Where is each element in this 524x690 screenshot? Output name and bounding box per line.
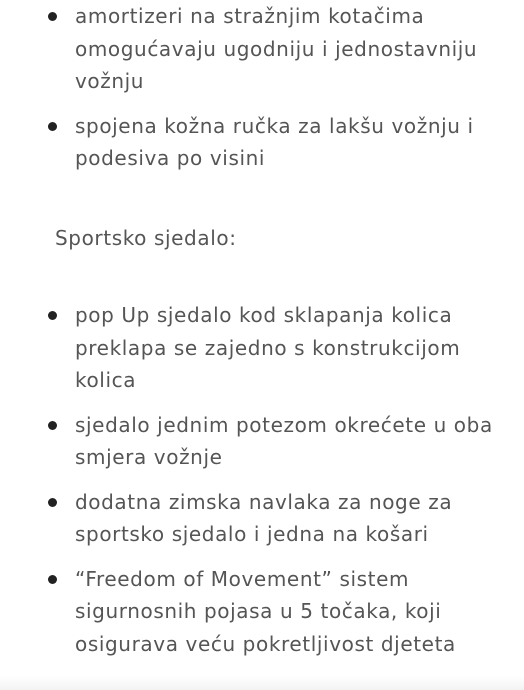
bullet-icon (48, 575, 57, 584)
bullet-icon (48, 311, 57, 320)
bullet-icon (48, 421, 57, 430)
list-item-text: “Freedom of Movement” sistem sigurnosnih pojasa u 5 točaka, koji osigurava veću pokretljivost djeteta (75, 566, 456, 656)
list-item (0, 563, 524, 661)
list-item-text: dodatna zimska navlaka za noge za sportsko sjedalo i jedna na košari (75, 489, 453, 546)
list-item-text: amortizeri na stražnjim kotačima omogućavaju ugodniju i jednostavniju vožnju (75, 4, 478, 93)
page-bottom-edge (0, 676, 524, 690)
feature-list-top (0, 0, 524, 175)
list-item (0, 299, 524, 397)
bullet-icon (48, 498, 57, 507)
feature-list-sport-seat (0, 299, 524, 660)
list-item (0, 0, 524, 98)
list-item (0, 409, 524, 474)
list-item-text: sjedalo jednim potezom okrećete u oba smjera vožnje (75, 412, 493, 469)
list-item-text: pop Up sjedalo kod sklapanja kolica preklapa se zajedno s konstrukcijom kolica (75, 303, 461, 392)
list-item (0, 110, 524, 175)
section-heading: Sportsko sjedalo: (55, 226, 237, 250)
list-item-text: spojena kožna ručka za lakšu vožnju i podesiva po visini (75, 113, 474, 170)
bullet-icon (48, 12, 57, 21)
list-item (0, 486, 524, 551)
bullet-icon (48, 122, 57, 131)
